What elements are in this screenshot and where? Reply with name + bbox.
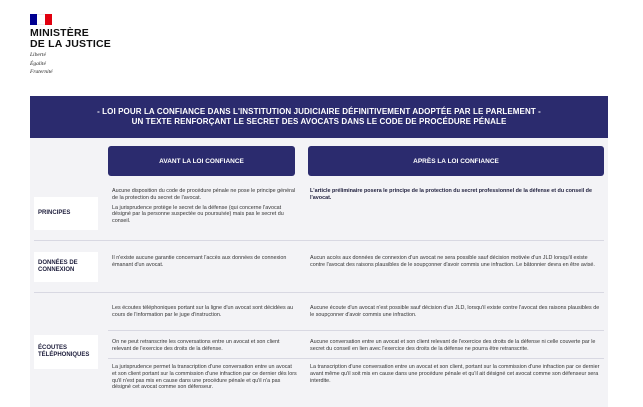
title-banner xyxy=(30,96,608,138)
banner-title-line2: UN TEXTE RENFORÇANT LE SECRET DES AVOCATS DANS LE CODE DE PROCÉDURE PÉNALE xyxy=(131,117,507,126)
row-label-principes xyxy=(34,197,98,230)
row-divider xyxy=(108,330,604,331)
row-label-principes-text: PRINCIPES xyxy=(38,209,71,216)
motto-liberte: Liberté xyxy=(30,52,46,58)
row-label-donnees-line2: CONNEXION xyxy=(38,267,75,273)
ministry-name-line2: DE LA JUSTICE xyxy=(30,38,111,50)
principes-after-cell xyxy=(310,188,600,205)
ecoutes-after-cell-1 xyxy=(310,305,600,322)
row-divider xyxy=(34,292,604,293)
comparison-panel xyxy=(30,96,608,407)
column-header-after: APRÈS LA LOI CONFIANCE xyxy=(308,146,604,176)
row-divider xyxy=(108,358,604,359)
ministry-logo xyxy=(30,14,111,76)
ecoutes-before-cell-2 xyxy=(112,339,297,356)
donnees-after-text-1: Aucun accès aux données de connexion d'un avocat ne sera possible sauf décision motivée d'un JLD lorsqu'il existe contre l'avocat des raisons plausibles de le soupçonner d'avoir commis une infraction. Le bâtonnier devra en être avisé. xyxy=(310,255,595,268)
principes-before-text-1: Aucune disposition du code de procédure pénale ne pose le principe général de la protection du secret de l'avocat. xyxy=(112,188,296,201)
row-label-ecoutes-line2: TÉLÉPHONIQUES xyxy=(38,352,90,358)
donnees-before-cell xyxy=(112,255,297,272)
principes-before-text-2: La jurisprudence protège le secret de la défense (qui concerne l'avocat désigné par la personne suspectée ou poursuivie) mais pas le secret du conseil. xyxy=(112,204,284,225)
ecoutes-before-cell-1 xyxy=(112,305,297,322)
ecoutes-before-text-3: La jurisprudence permet la transcription d'une conversation entre un avocat et son client portant sur la commission d'une infraction par ce dernier dès lors qu'il n'est pas mis en cause dans une procédure pénale et qu'il n'a pas désigné cet avocat comme son défenseur. xyxy=(112,364,297,391)
ecoutes-after-cell-2 xyxy=(310,339,600,356)
ecoutes-before-cell-3 xyxy=(112,364,297,394)
ecoutes-before-text-2: On ne peut retranscrire les conversations entre un avocat et son client relevant de l'exercice des droits de la défense. xyxy=(112,339,280,352)
donnees-after-cell xyxy=(310,255,600,272)
row-divider xyxy=(34,240,604,241)
row-label-ecoutes xyxy=(34,335,98,369)
motto-fraternite: Fraternité xyxy=(30,69,53,75)
row-label-ecoutes-line1: ÉCOUTES xyxy=(38,344,68,351)
ecoutes-before-text-1: Les écoutes téléphoniques portant sur la ligne d'un avocat sont décidées au cours de l'information par le juge d'instruction. xyxy=(112,305,294,318)
donnees-before-text-1: Il n'existe aucune garantie concernant l'accès aux données de connexion émanant d'un avocat. xyxy=(112,255,287,268)
row-label-donnees-line1: DONNÉES DE xyxy=(38,259,78,266)
ecoutes-after-text-3: La transcription d'une conversation entre un avocat et son client, portant sur la commission d'une infraction par ce dernier avant même qu'il soit mis en cause dans une procédure pénale et qu'il ait désigné cet avocat comme son défenseur sera interdite. xyxy=(310,364,600,384)
ministry-name-line1: MINISTÈRE xyxy=(30,27,89,39)
row-label-donnees xyxy=(34,252,98,282)
motto-egalite: Égalité xyxy=(30,60,46,67)
french-flag-icon xyxy=(30,14,52,25)
principes-after-text-1: L'article préliminaire posera le principe de la protection du secret professionnel de la défense et du conseil de l'avocat. xyxy=(310,188,592,201)
principes-before-cell xyxy=(112,188,297,228)
ecoutes-after-text-1: Aucune écoute d'un avocat n'est possible sauf décision d'un JLD, lorsqu'il existe contre l'avocat des raisons plausibles de le soupçonner d'avoir commis une infraction. xyxy=(310,305,600,318)
column-header-before: AVANT LA LOI CONFIANCE xyxy=(108,146,295,176)
ecoutes-after-text-2: Aucune conversation entre un avocat et son client relevant de l'exercice des droits de la défense ni celle couverte par le secret du conseil en lien avec l'exercice des droits de la défense ne pourra être retranscrite. xyxy=(310,339,596,352)
banner-title-line1: - LOI POUR LA CONFIANCE DANS L'INSTITUTION JUDICIAIRE DÉFINITIVEMENT ADOPTÉE PAR LE PARLEMENT - xyxy=(97,107,541,116)
ecoutes-after-cell-3 xyxy=(310,364,600,387)
